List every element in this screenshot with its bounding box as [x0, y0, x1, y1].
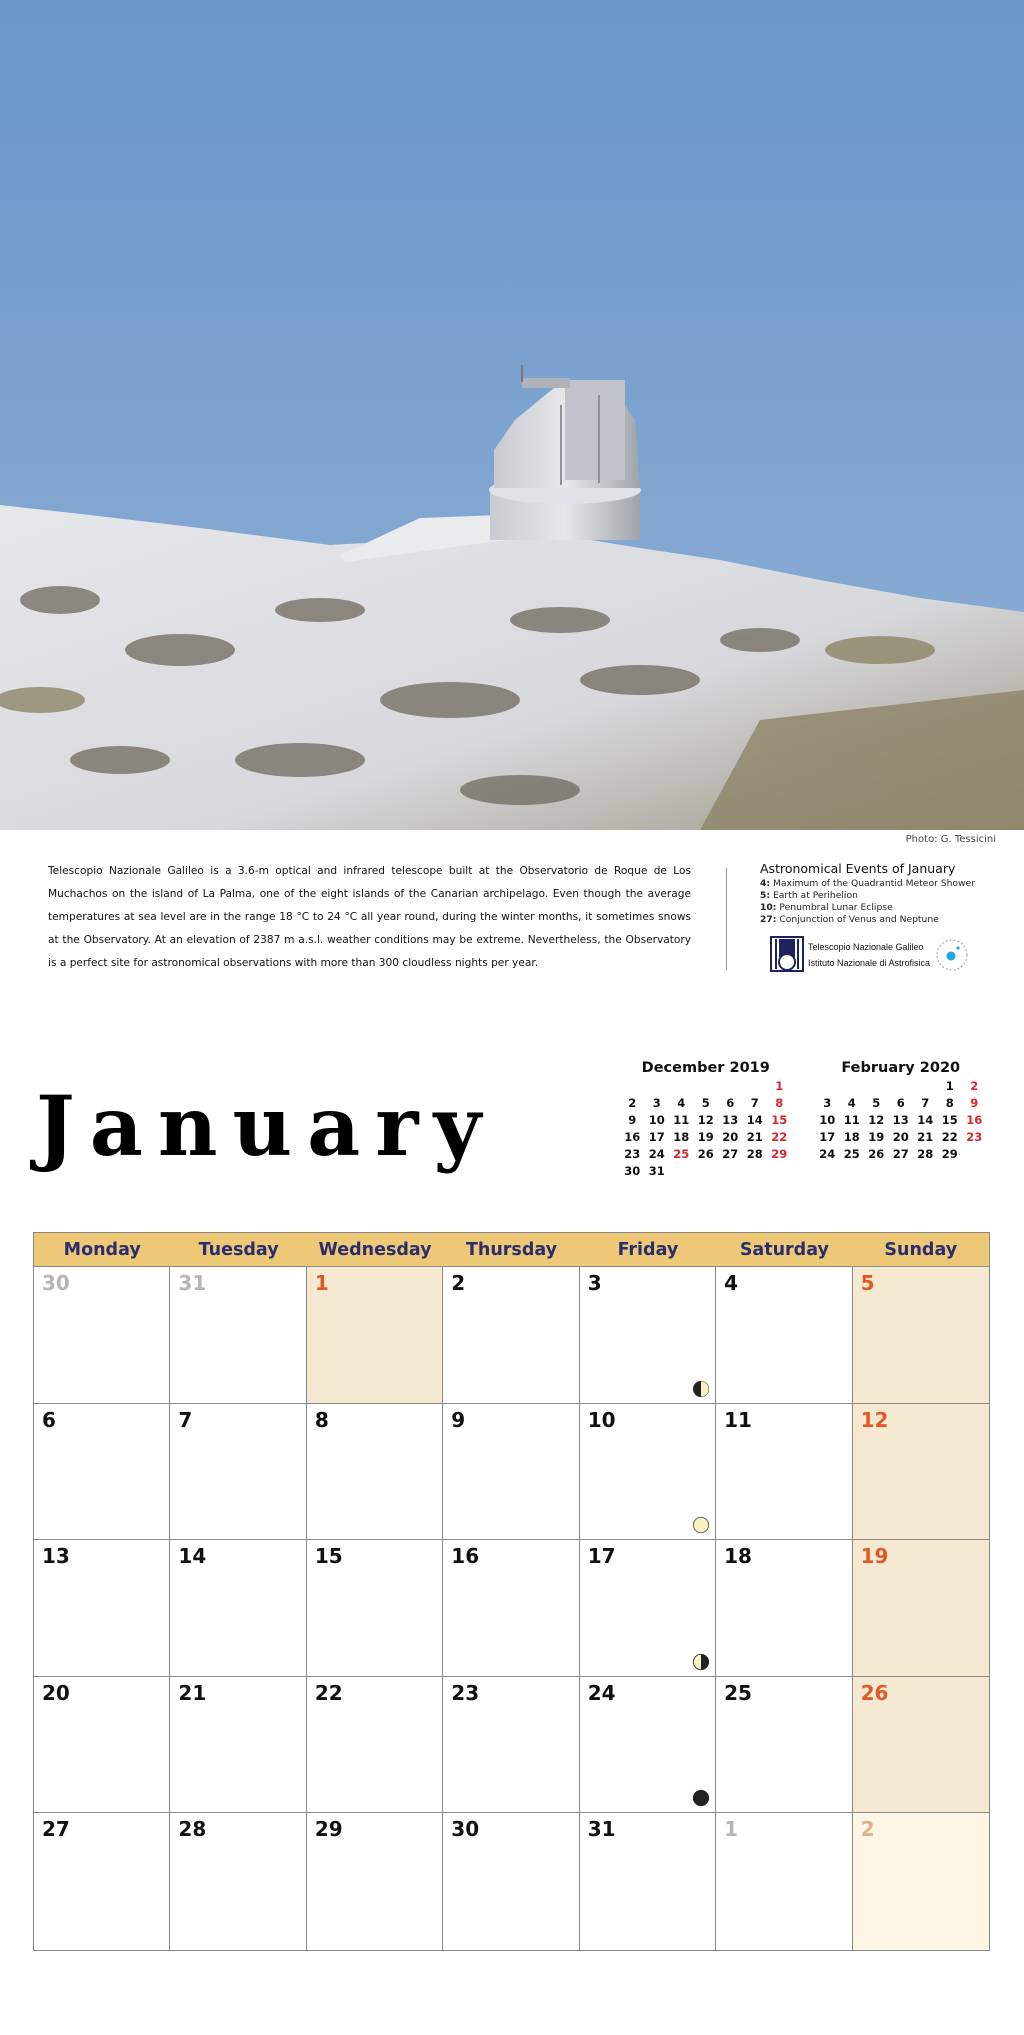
- mini-calendar-day: 12: [697, 1113, 714, 1127]
- event-item: [760, 902, 1000, 914]
- mini-calendar-day: 26: [868, 1147, 885, 1161]
- weekday-monday: Monday: [63, 1240, 141, 1260]
- mini-calendar-day: 9: [628, 1113, 637, 1127]
- mini-calendar-day: 31: [648, 1164, 665, 1178]
- day-number: 22: [314, 1680, 343, 1705]
- calendar-day: [34, 1677, 170, 1814]
- mini-calendar-day: 19: [697, 1130, 714, 1144]
- tng-logo-icon: [770, 936, 804, 972]
- mini-calendar-day: 21: [917, 1130, 934, 1144]
- day-number: 3: [587, 1271, 602, 1295]
- calendar-day: [443, 1404, 579, 1541]
- mini-calendar-grid: [815, 1078, 987, 1163]
- event-item: [760, 914, 1000, 926]
- day-number: 15: [314, 1544, 343, 1569]
- day-number: 14: [178, 1544, 207, 1569]
- day-number: 29: [314, 1817, 343, 1842]
- mini-calendar-day: 11: [843, 1113, 860, 1127]
- mini-calendar-day: 26: [697, 1147, 714, 1161]
- mini-calendar-day: 5: [701, 1096, 710, 1110]
- telescope-photo: [0, 0, 1024, 830]
- mini-calendar-day: 15: [941, 1113, 958, 1127]
- day-number: 17: [587, 1544, 616, 1569]
- mini-calendar-empty: [669, 1078, 694, 1095]
- calendar-day: [170, 1267, 306, 1404]
- mini-calendar-day: 10: [648, 1113, 665, 1127]
- mini-calendar-empty: [645, 1078, 670, 1095]
- day-number: 16: [451, 1544, 480, 1569]
- mini-calendar-title: December 2019: [641, 1060, 770, 1076]
- event-item: [760, 878, 1000, 890]
- mini-calendar-day: 10: [819, 1113, 836, 1127]
- mini-calendar-day: 29: [941, 1147, 958, 1161]
- day-number: 28: [178, 1817, 207, 1842]
- day-number: 2: [451, 1271, 466, 1295]
- day-number: 6: [42, 1407, 56, 1432]
- day-number: 30: [451, 1817, 480, 1842]
- logo-line-inaf: Istituto Nazionale di Astrofisica: [808, 958, 931, 968]
- mini-calendar-day: 16: [624, 1130, 641, 1144]
- mini-calendar-empty: [962, 1146, 987, 1163]
- mini-calendar-empty: [669, 1163, 694, 1180]
- mini-calendar-empty: [694, 1078, 719, 1095]
- weekday-thursday: Thursday: [465, 1240, 558, 1260]
- calendar-day: [34, 1540, 170, 1677]
- mini-calendar-day: 17: [819, 1130, 836, 1144]
- mini-calendar-day: 27: [892, 1147, 909, 1161]
- calendar-day: [307, 1540, 443, 1677]
- mini-calendar-day: 1: [945, 1079, 954, 1093]
- day-number: 5: [860, 1271, 875, 1295]
- day-number: 23: [451, 1680, 480, 1705]
- mini-calendar-day: 13: [892, 1113, 909, 1127]
- day-number: 20: [42, 1680, 70, 1705]
- mini-calendar-day: 3: [823, 1096, 832, 1110]
- mini-calendar-day: 22: [771, 1130, 788, 1144]
- event-day: 27:: [760, 914, 777, 925]
- event-text: Conjunction of Venus and Neptune: [779, 914, 939, 925]
- calendar-day: [34, 1813, 170, 1950]
- day-number: 7: [178, 1407, 193, 1432]
- day-number: 19: [860, 1544, 889, 1569]
- mini-calendar-day: 14: [746, 1113, 763, 1127]
- mini-calendar-day: 20: [722, 1130, 739, 1144]
- mini-calendar-day: 15: [771, 1113, 788, 1127]
- event-text: Earth at Perihelion: [773, 890, 858, 901]
- logo-block: [770, 936, 970, 974]
- mini-calendar-day: 28: [917, 1147, 934, 1161]
- mini-calendar-december: [620, 1060, 792, 1180]
- mini-calendar-day: 6: [896, 1096, 905, 1110]
- day-number: 11: [724, 1407, 752, 1432]
- mini-calendar-day: 23: [966, 1130, 983, 1144]
- event-day: 5:: [760, 890, 771, 901]
- calendar-day: [307, 1813, 443, 1950]
- weekday-sunday: Sunday: [884, 1240, 958, 1260]
- calendar-day: [853, 1540, 989, 1677]
- day-number: 2: [860, 1817, 875, 1842]
- mini-calendar-empty: [815, 1078, 840, 1095]
- logo-line-tng: Telescopio Nazionale Galileo: [808, 942, 924, 952]
- mini-calendar-day: 9: [970, 1096, 979, 1110]
- calendar-day: [716, 1813, 852, 1950]
- calendar-day: [716, 1677, 852, 1814]
- mini-calendar-day: 3: [652, 1096, 661, 1110]
- day-number: 21: [178, 1680, 207, 1705]
- weekday-header: [34, 1233, 989, 1267]
- calendar-day: [716, 1540, 852, 1677]
- mini-calendar-day: 25: [673, 1147, 690, 1161]
- mini-calendar-day: 24: [819, 1147, 836, 1161]
- weekday-wednesday: Wednesday: [318, 1240, 432, 1260]
- calendar-day: [307, 1677, 443, 1814]
- event-day: 10:: [760, 902, 777, 913]
- day-number: 31: [178, 1271, 207, 1295]
- day-number: 25: [724, 1680, 752, 1705]
- mini-calendar-day: 11: [673, 1113, 690, 1127]
- calendar-days-grid: [34, 1267, 989, 1950]
- day-number: 13: [42, 1544, 70, 1569]
- mini-calendar-empty: [864, 1078, 889, 1095]
- weekday-saturday: Saturday: [739, 1240, 829, 1260]
- calendar-day: [307, 1404, 443, 1541]
- calendar-day: [170, 1813, 306, 1950]
- mini-calendar-empty: [767, 1163, 792, 1180]
- day-number: 1: [724, 1817, 739, 1842]
- calendar-day: [580, 1267, 716, 1404]
- day-number: 26: [860, 1680, 889, 1705]
- calendar-day: [716, 1404, 852, 1541]
- calendar-day: [443, 1267, 579, 1404]
- mini-calendar-day: 22: [941, 1130, 958, 1144]
- calendar-day: [716, 1267, 852, 1404]
- mini-calendar-empty: [743, 1163, 768, 1180]
- mini-calendar-day: 12: [868, 1113, 885, 1127]
- mini-calendar-day: 8: [945, 1096, 954, 1110]
- mini-calendar-day: 19: [868, 1130, 885, 1144]
- mini-calendar-day: 4: [847, 1096, 856, 1110]
- telescope-description: Telescopio Nazionale Galileo is a 3.6-m optical and infrared telescope built at the Observatorio de Roque de Los Muchachos on the island of La Palma, one of the eight islands of the Canarian archipelago. Even though the average temperatures at sea level are in the range 18 °C to 24 °C all year round, during the winter months, it sometimes snows at the Observatory. At an elevation of 2387 m a.s.l. weather conditions may be extreme. Nevertheless, the Observatory is a perfect site for astronomical observations with more than 300 cloudless nights per year.: [48, 865, 691, 969]
- calendar-day: [853, 1404, 989, 1541]
- mini-calendar-empty: [718, 1163, 743, 1180]
- mini-calendar-day: 27: [722, 1147, 739, 1161]
- mini-calendar-day: 13: [722, 1113, 739, 1127]
- day-number: 9: [451, 1407, 466, 1432]
- calendar-day: [170, 1540, 306, 1677]
- calendar-day: [853, 1677, 989, 1814]
- mini-calendar-day: 1: [775, 1079, 784, 1093]
- mini-calendar-empty: [718, 1078, 743, 1095]
- mini-calendar-empty: [620, 1078, 645, 1095]
- mini-calendar-day: 29: [771, 1147, 788, 1161]
- mini-calendar-day: 16: [966, 1113, 983, 1127]
- photo-credit: Photo: G. Tessicini: [905, 834, 996, 845]
- calendar-day: [307, 1267, 443, 1404]
- mini-calendar-day: 4: [677, 1096, 686, 1110]
- day-number: 8: [314, 1407, 329, 1432]
- mini-calendar-day: 5: [872, 1096, 881, 1110]
- mini-calendar-title: February 2020: [841, 1060, 961, 1076]
- event-day: 4:: [760, 878, 771, 889]
- mini-calendar-day: 20: [892, 1130, 909, 1144]
- calendar-day: [853, 1813, 989, 1950]
- logo-text: [808, 939, 930, 971]
- day-number: 31: [587, 1817, 616, 1842]
- event-item: [760, 890, 1000, 902]
- calendar-day: [34, 1267, 170, 1404]
- mini-calendar-day: 30: [624, 1164, 641, 1178]
- day-number: 18: [724, 1544, 752, 1569]
- mini-calendar-day: 14: [917, 1113, 934, 1127]
- mini-calendar-empty: [889, 1078, 914, 1095]
- calendar-day: [580, 1813, 716, 1950]
- day-number: 12: [860, 1407, 889, 1432]
- day-number: 10: [587, 1407, 616, 1432]
- calendar-day: [170, 1404, 306, 1541]
- month-calendar: [33, 1232, 990, 1951]
- mini-calendar-day: 21: [746, 1130, 763, 1144]
- day-number: 30: [42, 1271, 70, 1295]
- mini-calendar-day: 17: [648, 1130, 665, 1144]
- mini-calendar-empty: [840, 1078, 865, 1095]
- weekday-tuesday: Tuesday: [198, 1240, 279, 1260]
- mini-calendar-day: 18: [673, 1130, 690, 1144]
- events-title: Astronomical Events of January: [760, 861, 956, 876]
- day-number: 24: [587, 1680, 616, 1705]
- weekday-friday: Friday: [617, 1240, 679, 1260]
- mini-calendar-february: [815, 1060, 987, 1163]
- divider: [726, 868, 727, 970]
- calendar-day: [853, 1267, 989, 1404]
- event-text: Penumbral Lunar Eclipse: [779, 902, 893, 913]
- calendar-day: [580, 1677, 716, 1814]
- calendar-day: [443, 1540, 579, 1677]
- calendar-day: [580, 1540, 716, 1677]
- mini-calendar-empty: [694, 1163, 719, 1180]
- mini-calendar-empty: [743, 1078, 768, 1095]
- calendar-day: [580, 1404, 716, 1541]
- mini-calendar-day: 25: [843, 1147, 860, 1161]
- first-quarter-moon-icon: [692, 1380, 710, 1398]
- calendar-day: [34, 1404, 170, 1541]
- mini-calendar-day: 23: [624, 1147, 641, 1161]
- event-text: Maximum of the Quadrantid Meteor Shower: [773, 878, 975, 889]
- astronomical-events: [760, 861, 1000, 926]
- mini-calendar-day: 2: [628, 1096, 637, 1110]
- mini-calendar-day: 24: [648, 1147, 665, 1161]
- inaf-logo-icon: [934, 937, 970, 973]
- mini-calendar-day: 6: [726, 1096, 735, 1110]
- month-title: January: [36, 1079, 497, 1175]
- mini-calendar-grid: [620, 1078, 792, 1180]
- calendar-day: [443, 1677, 579, 1814]
- new-moon-icon: [692, 1789, 710, 1807]
- calendar-day: [170, 1677, 306, 1814]
- mini-calendar-day: 7: [921, 1096, 930, 1110]
- mini-calendar-day: 8: [775, 1096, 784, 1110]
- last-quarter-moon-icon: [692, 1653, 710, 1671]
- mini-calendar-day: 18: [843, 1130, 860, 1144]
- mini-calendar-day: 28: [746, 1147, 763, 1161]
- mini-calendar-empty: [913, 1078, 938, 1095]
- calendar-day: [443, 1813, 579, 1950]
- day-number: 1: [314, 1271, 329, 1295]
- full-moon-icon: [692, 1516, 710, 1534]
- day-number: 27: [42, 1817, 70, 1842]
- mini-calendar-day: 7: [750, 1096, 759, 1110]
- day-number: 4: [724, 1271, 739, 1295]
- mini-calendar-day: 2: [970, 1079, 979, 1093]
